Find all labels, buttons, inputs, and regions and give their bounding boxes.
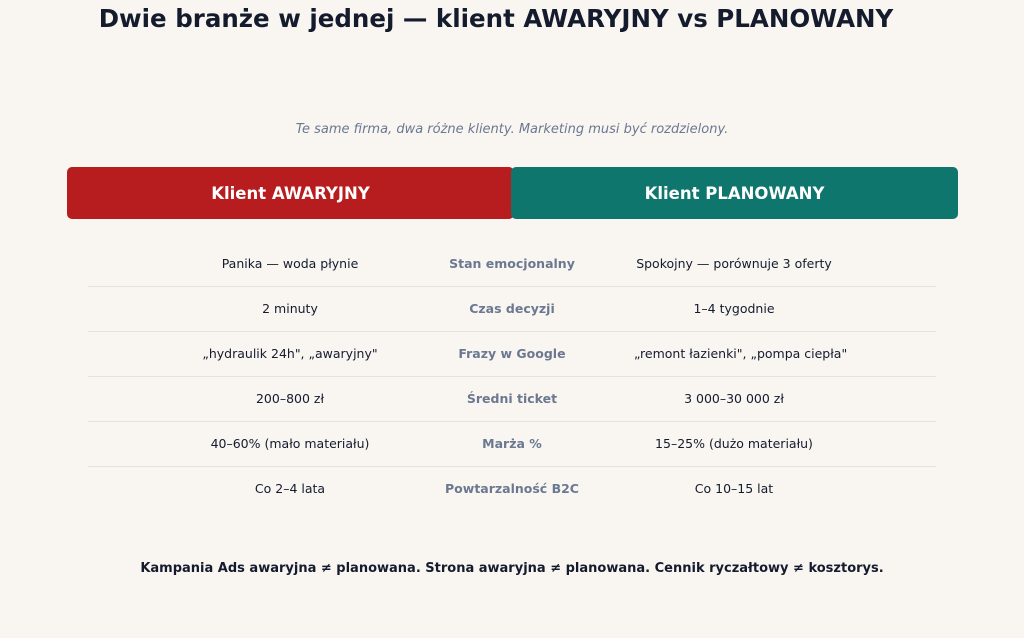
planowany-value: „remont łazienki", „pompa ciepła": [634, 346, 848, 361]
awaryjny-value: „hydraulik 24h", „awaryjny": [202, 346, 378, 361]
header-klient-planowany: [511, 167, 958, 219]
planowany-value: 15–25% (dużo materiału): [655, 436, 813, 451]
row-label: Powtarzalność B2C: [445, 481, 579, 496]
row-label: Czas decyzji: [469, 301, 555, 316]
table-row: [88, 332, 936, 377]
row-label: Średni ticket: [466, 391, 558, 406]
footer-note: Kampania Ads awaryjna ≠ planowana. Strona awaryjna ≠ planowana. Cennik ryczałtowy ≠ kosztorys.: [140, 561, 884, 576]
planowany-value: Co 10–15 lat: [694, 481, 774, 496]
awaryjny-value: 200–800 zł: [255, 391, 325, 406]
table-row: [88, 422, 936, 467]
header-klient-awaryjny-label: Klient AWARYJNY: [211, 183, 370, 203]
awaryjny-value: Panika — woda płynie: [221, 256, 359, 271]
comparison-table: [88, 242, 936, 512]
table-row: [88, 287, 936, 332]
header-klient-awaryjny: [67, 167, 514, 219]
table-row: [88, 467, 936, 512]
planowany-value: Spokojny — porównuje 3 oferty: [636, 256, 832, 271]
page-title: Dwie branże w jednej — klient AWARYJNY vs PLANOWANY: [98, 4, 894, 33]
row-label: Stan emocjonalny: [449, 256, 575, 271]
planowany-value: 1–4 tygodnie: [693, 301, 775, 316]
awaryjny-value: 2 minuty: [262, 301, 318, 316]
row-label: Marża %: [482, 436, 542, 451]
header-klient-planowany-label: Klient PLANOWANY: [644, 183, 825, 203]
page-subtitle: Te same firma, dwa różne klienty. Marketing musi być rozdzielony.: [295, 122, 729, 137]
table-row: [88, 242, 936, 287]
awaryjny-value: Co 2–4 lata: [254, 481, 326, 496]
planowany-value: 3 000–30 000 zł: [684, 391, 784, 406]
awaryjny-value: 40–60% (mało materiału): [210, 436, 370, 451]
table-row: [88, 377, 936, 422]
row-label: Frazy w Google: [458, 346, 566, 361]
